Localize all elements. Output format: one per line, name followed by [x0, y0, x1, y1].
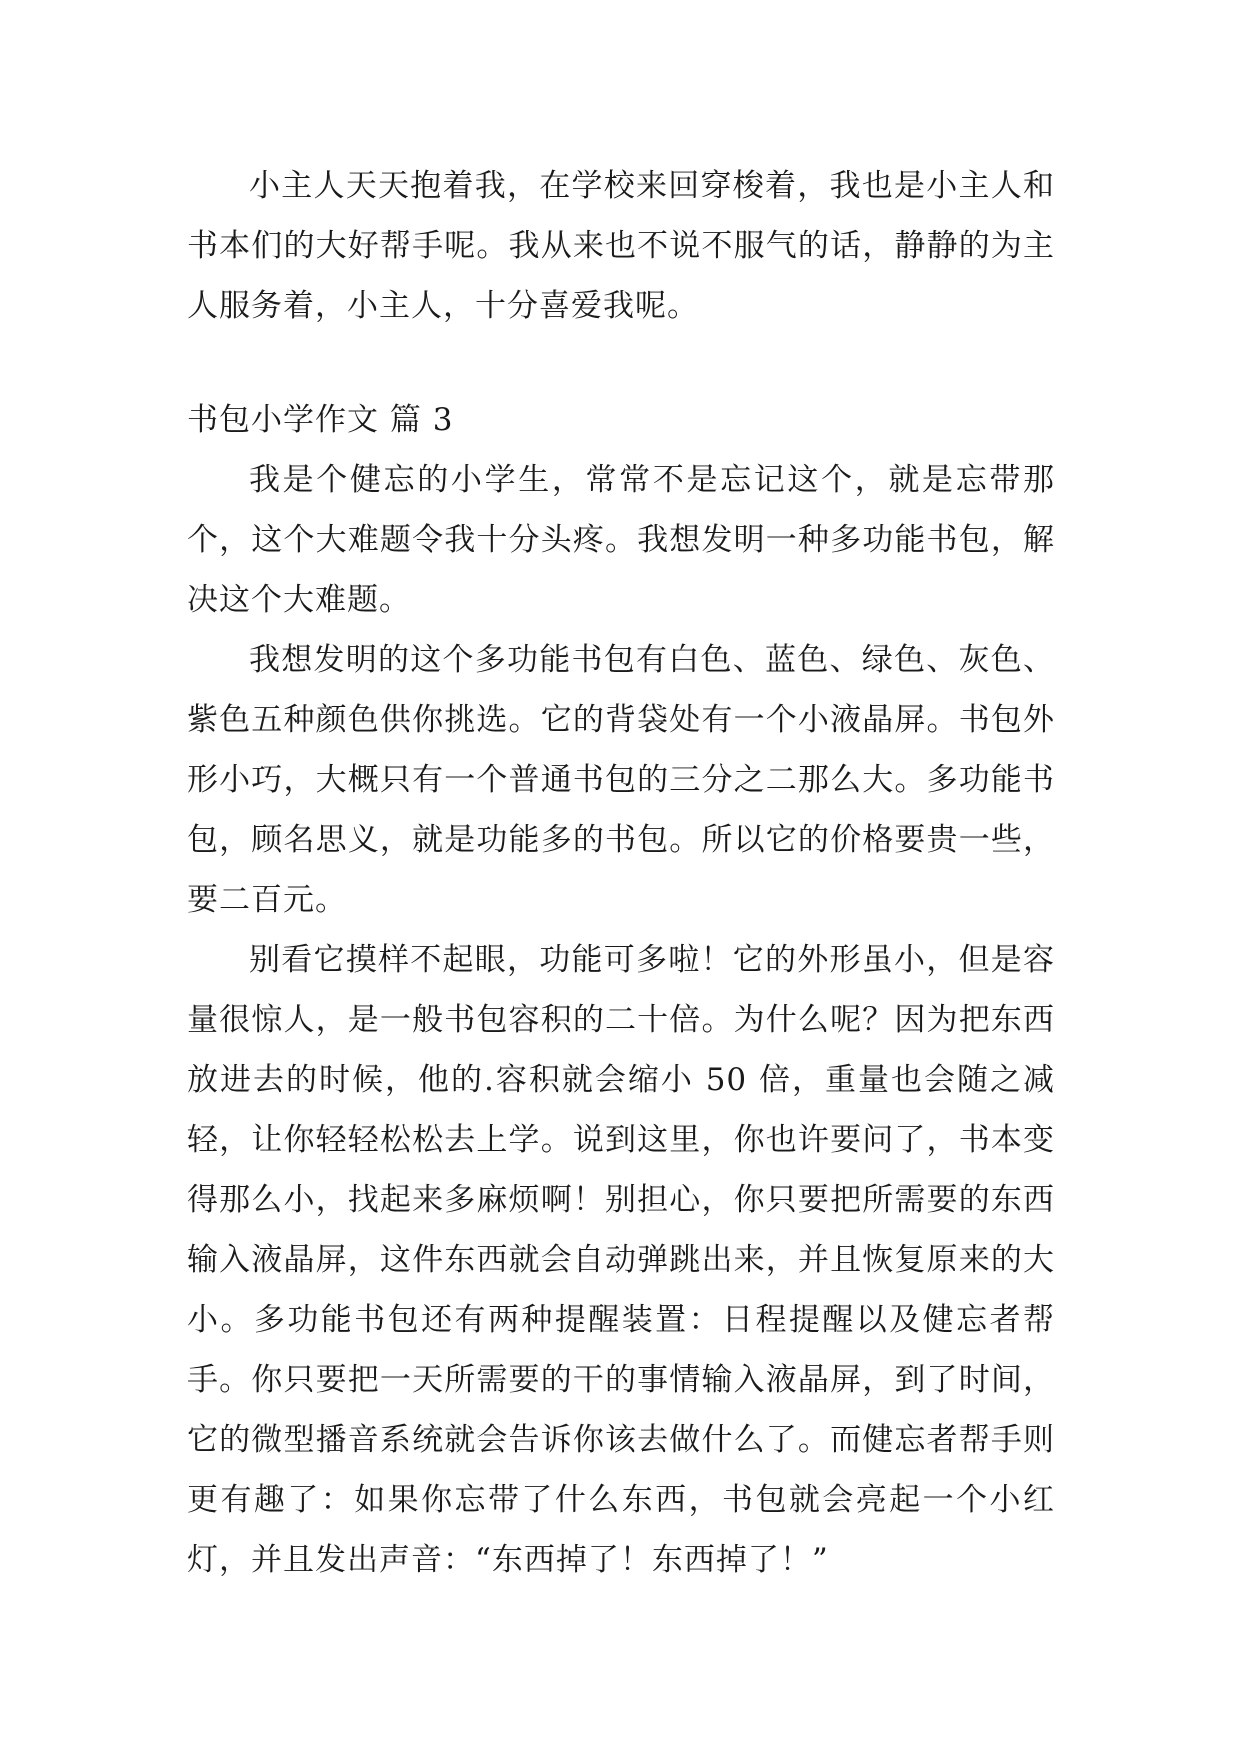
paragraph: 我是个健忘的小学生，常常不是忘记这个，就是忘带那个，这个大难题令我十分头疼。我想发明一种多功能书包，解决这个大难题。	[187, 462, 1055, 618]
paragraph: 小主人天天抱着我，在学校来回穿梭着，我也是小主人和书本们的大好帮手呢。我从来也不说不服气的话，静静的为主人服务着，小主人，十分喜爱我呢。	[187, 168, 1055, 324]
paragraph: 别看它摸样不起眼，功能可多啦！它的外形虽小，但是容量很惊人，是一般书包容积的二十倍。为什么呢？因为把东西放进去的时候，他的.容积就会缩小 50 倍，重量也会随之减轻，让你轻轻松松去上学。说到这里，你也许要问了，书本变得那么小，找起来多麻烦啊！别担心，你只要把所需要的东西输入液晶屏，这件东西就会自动弹跳出来，并且恢复原来的大小。多功能书包还有两种提醒装置：日程提醒以及健忘者帮手。你只要把一天所需要的干的事情输入液晶屏，到了时间，它的微型播音系统就会告诉你该去做什么了。而健忘者帮手则更有趣了：如果你忘带了什么东西，书包就会亮起一个小红灯，并且发出声音：“东西掉了！东西掉了！”	[187, 942, 1055, 1578]
paragraph: 我想发明的这个多功能书包有白色、蓝色、绿色、灰色、紫色五种颜色供你挑选。它的背袋处有一个小液晶屏。书包外形小巧，大概只有一个普通书包的三分之二那么大。多功能书包，顾名思义，就是功能多的书包。所以它的价格要贵一些，要二百元。	[187, 642, 1055, 918]
section-heading: 书包小学作文 篇 3	[187, 402, 454, 438]
